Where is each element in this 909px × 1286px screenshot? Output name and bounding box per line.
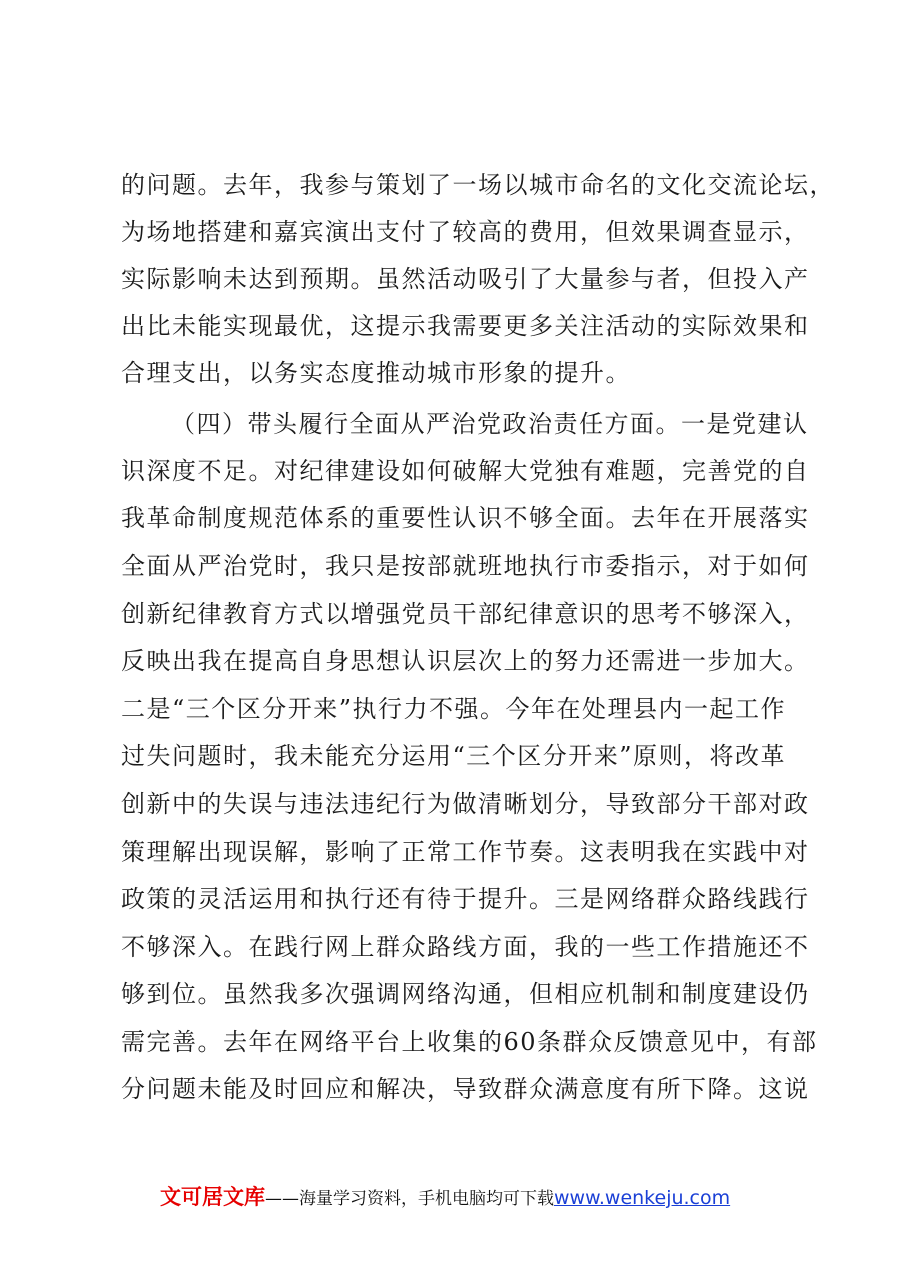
body-line-20: 分问题未能及时回应和解决，导致群众满意度有所下降。这说 <box>121 1075 810 1103</box>
section-heading-line: （四）带头履行全面从严治党政治责任方面。一是党建认 <box>171 410 809 438</box>
body-line-18: 够到位。虽然我多次强调网络沟通，但相应机制和制度建设仍 <box>121 980 810 1008</box>
footer-url-link[interactable]: www.wenkeju.com <box>554 1187 731 1209</box>
body-line-17: 不够深入。在践行网上群众路线方面，我的一些工作措施还不 <box>121 933 810 961</box>
body-line-16: 政策的灵活运用和执行还有待于提升。三是网络群众路线践行 <box>121 885 810 913</box>
body-line-8: 我革命制度规范体系的重要性认识不够全面。去年在开展落实 <box>121 504 810 532</box>
body-line-15: 策理解出现误解，影响了正常工作节奏。这表明我在实践中对 <box>121 838 810 866</box>
body-line-12: 二是“三个区分开来”执行力不强。今年在处理县内一起工作 <box>121 695 787 723</box>
body-line-7: 识深度不足。对纪律建设如何破解大党独有难题，完善党的自 <box>121 457 810 485</box>
body-line-1: 的问题。去年，我参与策划了一场以城市命名的文化交流论坛， <box>121 171 835 199</box>
body-line-13: 过失问题时，我未能充分运用“三个区分开来”原则，将改革 <box>121 742 787 770</box>
body-line-19: 需完善。去年在网络平台上收集的60条群众反馈意见中，有部 <box>121 1028 818 1056</box>
body-line-5: 合理支出，以务实态度推动城市形象的提升。 <box>121 359 631 387</box>
body-line-14: 创新中的失误与违法违纪行为做清晰划分，导致部分干部对政 <box>121 790 810 818</box>
body-line-10: 创新纪律教育方式以增强党员干部纪律意识的思考不够深入， <box>121 600 810 628</box>
body-line-11: 反映出我在提高自身思想认识层次上的努力还需进一步加大。 <box>121 647 810 675</box>
body-line-9: 全面从严治党时，我只是按部就班地执行市委指示，对于如何 <box>121 552 810 580</box>
body-line-2: 为场地搭建和嘉宾演出支付了较高的费用，但效果调查显示， <box>121 218 810 246</box>
body-line-4: 出比未能实现最优，这提示我需要更多关注活动的实际效果和 <box>121 312 810 340</box>
body-line-3: 实际影响未达到预期。虽然活动吸引了大量参与者，但投入产 <box>121 265 810 293</box>
footer-slogan: ——海量学习资料，手机电脑均可下载 <box>265 1189 554 1209</box>
footer-brand: 文可居文库 <box>160 1185 265 1209</box>
footer-banner <box>160 1182 730 1212</box>
